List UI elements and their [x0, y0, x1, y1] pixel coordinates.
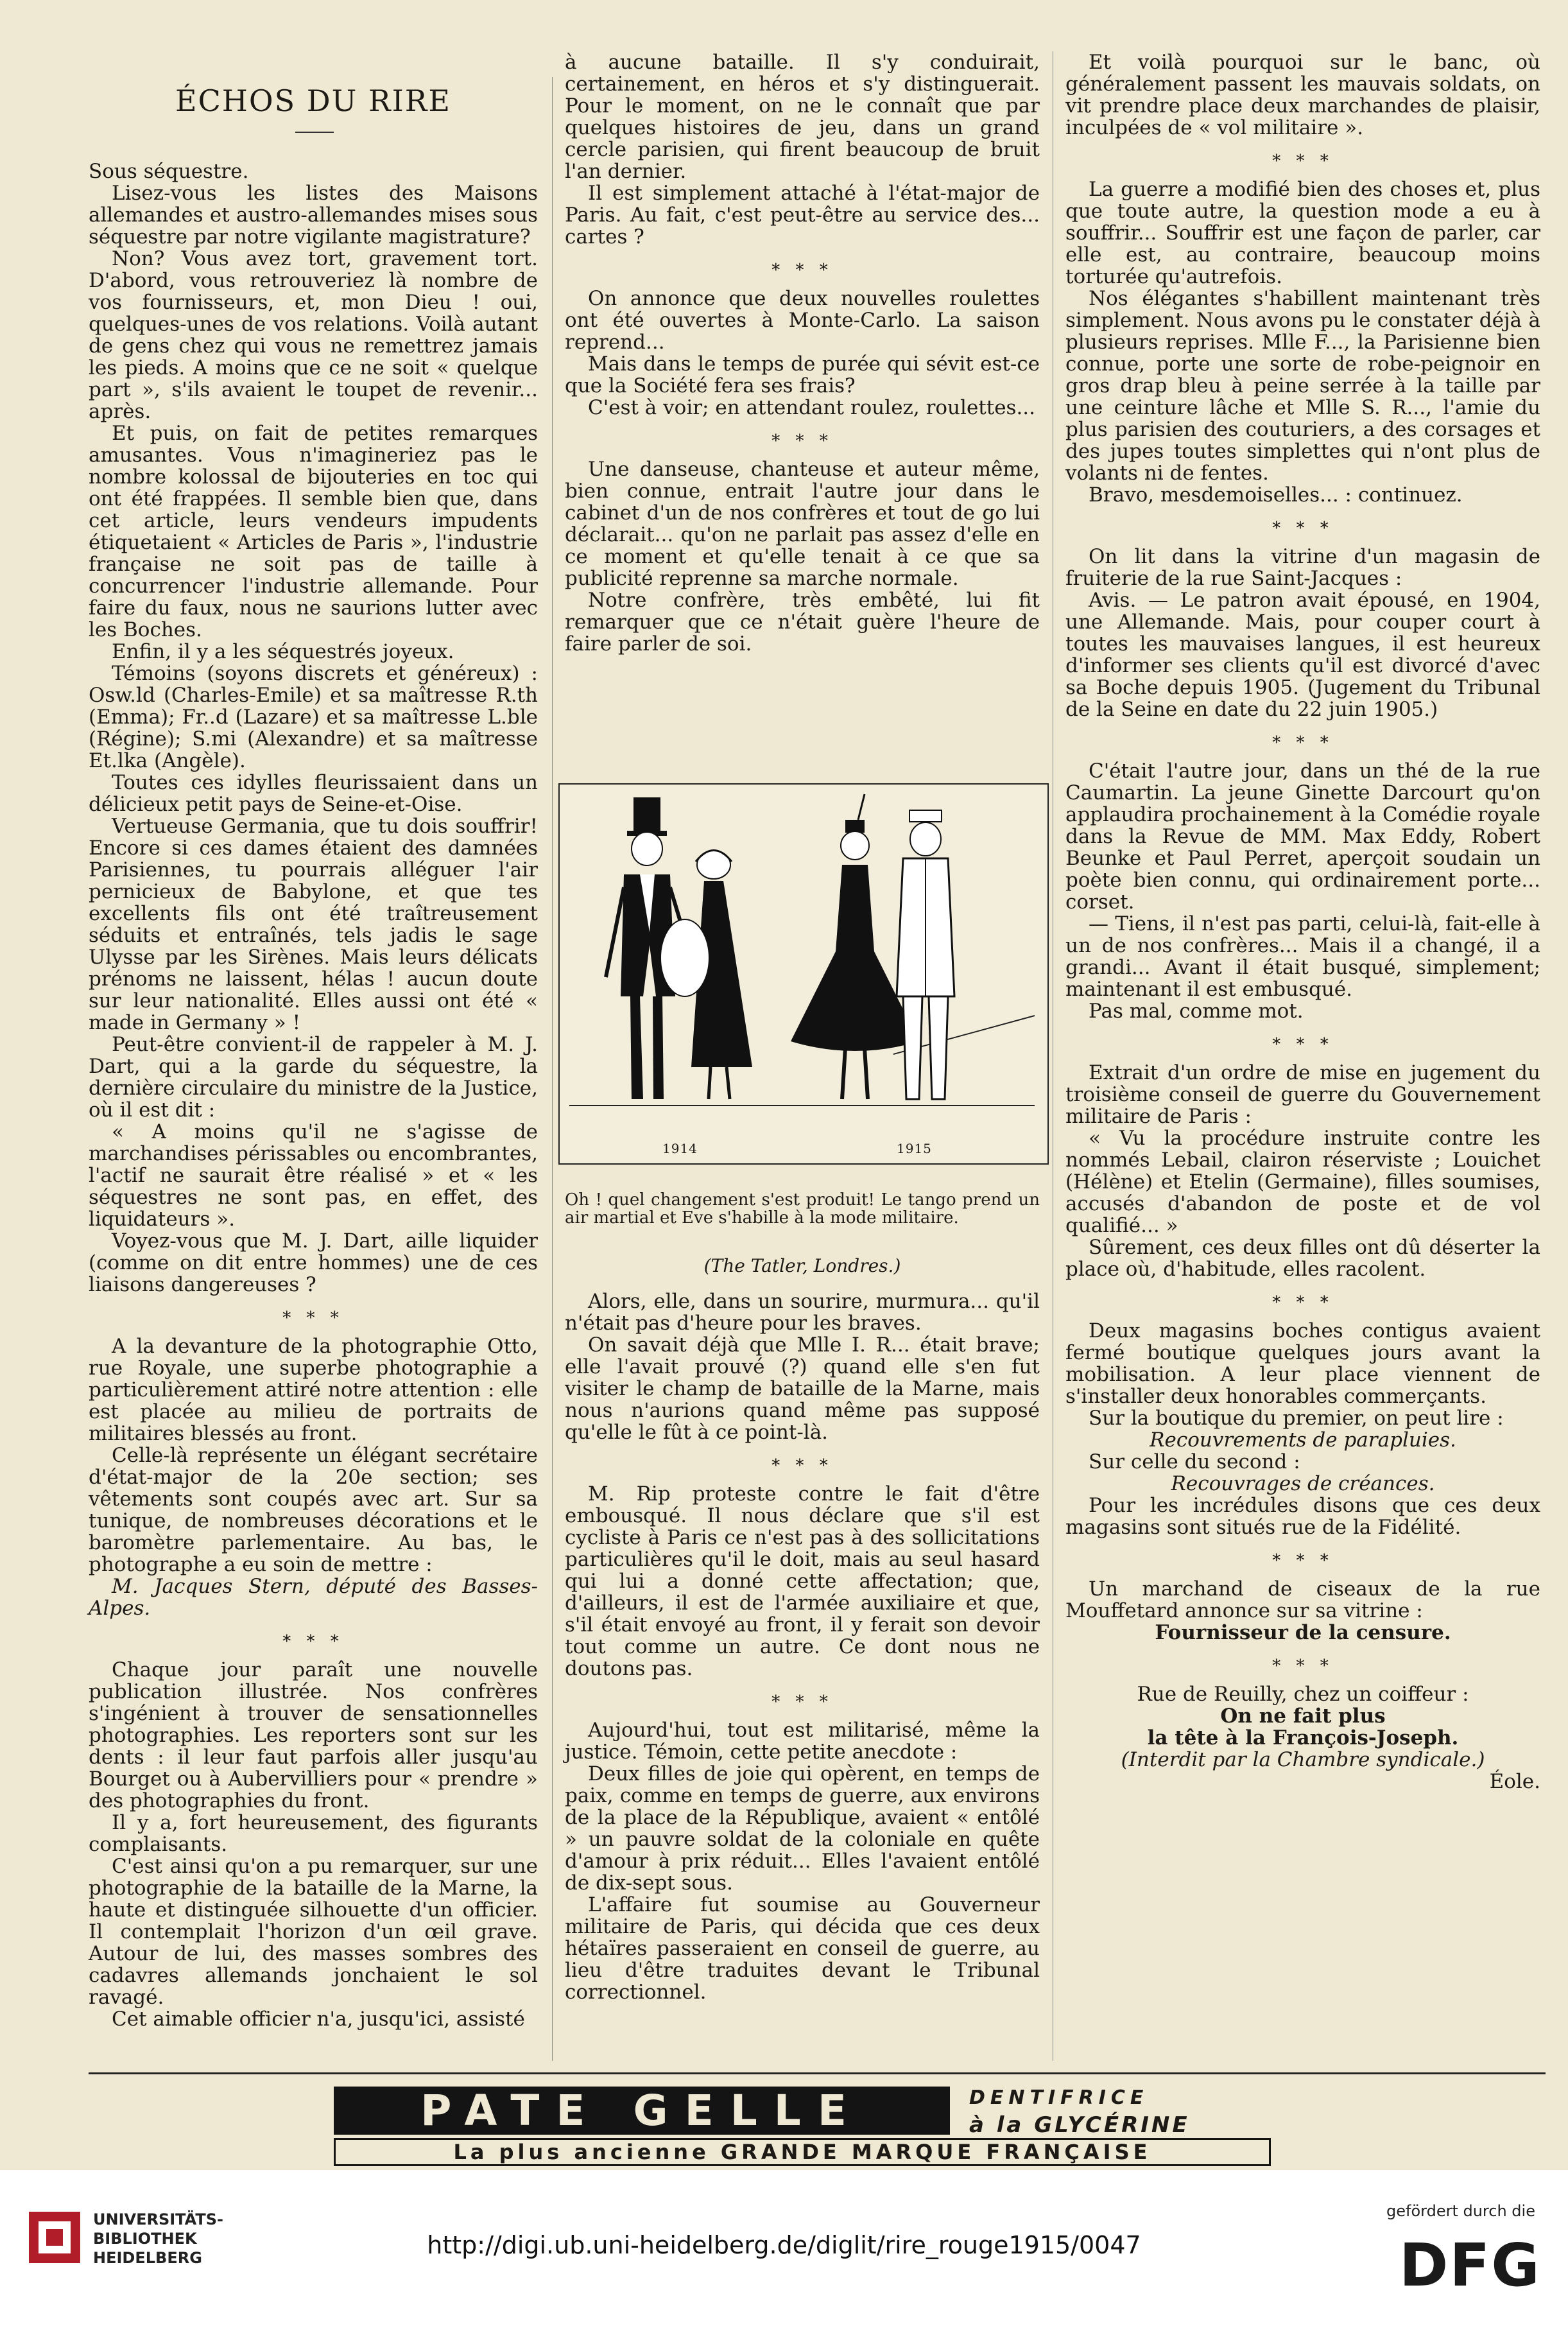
- column-1: [89, 161, 538, 2030]
- paragraph: Il est simplement attaché à l'état-major de Paris. Au fait, c'est peut-être au service des... cartes ?: [565, 182, 1040, 248]
- paragraph: Il y a, fort heureusement, des figurants complaisants.: [89, 1811, 538, 1856]
- title-ornament: [295, 132, 334, 133]
- paragraph: Sous séquestre.: [89, 160, 249, 183]
- year-label-right: 1915: [897, 1141, 932, 1156]
- paragraph: Alors, elle, dans un sourire, murmura... qu'il n'était pas d'heure pour les braves.: [565, 1290, 1040, 1335]
- section-separator-stars: * * *: [1272, 1293, 1334, 1312]
- paragraph: Vertueuse Germania, que tu dois souffrir! Encore si ces dames étaient des damnées Parisiennes, tu pourrais alléguer l'air pernicieux de Babylone, et que tes excellents fils ont été traîtreusement séduits et entraînés, tels jadis le sage Ulysse par les Sirènes. Mais leurs délicats prénoms ne laissent, hélas ! aucun doute sur leur nationalité. Elles aussi ont été « made in Germany » !: [89, 815, 538, 1034]
- paragraph: Enfin, il y a les séquestrés joyeux.: [112, 640, 454, 663]
- paragraph: Celle-là représente un élégant secrétaire d'état-major de la 20e section; ses vêtements sont coupés avec art. Sur sa tunique, de nombreuses décorations et le baromètre parlementaire. Au bas, le photographe a eu soin de mettre :: [89, 1444, 538, 1576]
- paragraph: On ne fait plus: [1220, 1705, 1386, 1728]
- paragraph: Un marchand de ciseaux de la rue Mouffetard annonce sur sa vitrine :: [1065, 1577, 1540, 1622]
- funding-label: gefördert durch die: [1386, 2202, 1535, 2220]
- section-separator-stars: * * *: [1272, 152, 1334, 171]
- paragraph: Voyez-vous que M. J. Dart, aille liquider (comme on dit entre hommes) une de ces liaisons dangereuses ?: [89, 1229, 538, 1296]
- paragraph: — Tiens, il n'est pas parti, celui-là, fait-elle à un de nos confrères... Mais il a changé, il a grandi... Avant il était busqué, simplement; maintenant il est embusqué.: [1065, 912, 1540, 1001]
- ad-product-detail: à la GLYCÉRINE: [969, 2112, 1190, 2138]
- section-separator-stars: * * *: [1272, 1656, 1334, 1676]
- section-separator-stars: * * *: [1272, 1035, 1334, 1054]
- paragraph: Extrait d'un ordre de mise en jugement du troisième conseil de guerre du Gouvernement militaire de Paris :: [1065, 1061, 1540, 1128]
- paragraph: Deux magasins boches contigus avaient fermé boutique quelques jours avant la mobilisation. A leur place viennent de s'installer deux honorables commerçants.: [1065, 1319, 1540, 1408]
- section-separator-stars: * * *: [771, 431, 833, 451]
- paragraph: Sur la boutique du premier, on peut lire :: [1089, 1407, 1504, 1430]
- section-separator-stars: * * *: [282, 1308, 344, 1328]
- ad-product: DENTIFRICE: [969, 2087, 1149, 2109]
- section-separator-stars: * * *: [1272, 519, 1334, 538]
- paragraph: Toutes ces idylles fleurissaient dans un délicieux petit pays de Seine-et-Oise.: [89, 771, 538, 816]
- paragraph: Aujourd'hui, tout est militarisé, même la justice. Témoin, cette petite anecdote :: [565, 1719, 1040, 1764]
- illustration-source: (The Tatler, Londres.): [703, 1255, 901, 1276]
- paragraph: Avis. — Le patron avait épousé, en 1904, une Allemande. Mais, pour couper court à toutes les mauvaises langues, il est heureux d'informer ses clients qu'il est divorcé d'avec sa Boche depuis 1905. (Jugement du Tribunal de la Seine en date du 22 juin 1905.): [1065, 589, 1540, 721]
- paragraph: On annonce que deux nouvelles roulettes ont été ouvertes à Monte-Carlo. La saison reprend...: [565, 287, 1040, 354]
- column-2-bottom: [565, 1290, 1040, 2003]
- column-2-top: [565, 51, 1040, 655]
- paragraph: Non? Vous avez tort, gravement tort. D'abord, vous retrouveriez là nombre de vos fournisseurs, et, mon Dieu ! oui, quelques-unes de vos relations. Voilà autant de gens chez qui vous ne remettrez jamais les pieds. A moins que ce ne soit « quelque part », s'ils avaient le toupet de revenir... après.: [89, 247, 538, 423]
- paragraph: Sûrement, ces deux filles ont dû déserter la place où, d'habitude, elles racolent.: [1065, 1236, 1540, 1281]
- paragraph: C'est à voir; en attendant roulez, roulettes...: [588, 396, 1036, 419]
- paragraph: Nos élégantes s'habillent maintenant très simplement. Nous avons pu le constater déjà à plusieurs reprises. Mlle F..., la Parisienne bien connue, porte une sorte de robe-peignoir en gros drap bleu à peine serrée à la taille par une ceinture lâche et Mlle S. R..., l'amie du plus parisien des couturiers, a des corsages et des jupes toutes simplettes qui n'ont plus de volants ni de fentes.: [1065, 287, 1540, 485]
- paragraph: Témoins (soyons discrets et généreux) : Osw.ld (Charles-Emile) et sa maîtresse R.th (Emma); Fr..d (Lazare) et sa maîtresse L.ble (Régine); S.mi (Alexandre) et sa maîtresse Et.lka (Angèle).: [89, 662, 538, 772]
- figure-1915-soldier: [897, 810, 954, 1099]
- paragraph: « Vu la procédure instruite contre les nommés Lebail, clairon réserviste ; Louichet (Hélène) et Etelin (Germaine), filles soumises, accusés d'abandon de poste et de vol qualifié... »: [1065, 1127, 1540, 1237]
- paragraph: Une danseuse, chanteuse et auteur même, bien connue, entrait l'autre jour dans le cabinet d'un de nos confrères et tout de go lui déclarait... qu'on ne parlait pas assez d'elle en ce moment et qu'elle tenait à ce que sa publicité reprenne sa marche normale.: [565, 458, 1040, 590]
- column-divider: [552, 77, 553, 2061]
- paragraph: Cet aimable officier n'a, jusqu'ici, assisté: [112, 2008, 525, 2031]
- figure-1914-woman: [660, 851, 752, 1100]
- paragraph: « A moins qu'il ne s'agisse de marchandises périssables ou encombrantes, l'actif ne saurait être réalisé » et « les séquestres ne sont pas, en effet, des liquidateurs ».: [89, 1120, 538, 1231]
- dfg-logo: DFG: [1399, 2231, 1541, 2300]
- advertisement: [334, 2087, 1284, 2167]
- cartoon-drawing: [560, 785, 1045, 1161]
- ad-brand: PATE GELLE: [334, 2087, 950, 2135]
- year-label-left: 1914: [662, 1141, 698, 1156]
- paragraph: Pour les incrédules disons que ces deux magasins sont situés rue de la Fidélité.: [1065, 1494, 1540, 1539]
- paragraph: Et puis, on fait de petites remarques amusantes. Vous n'imagineriez pas le nombre kolossal de bijouteries en toc qui ont été frappées. Il semble bien que, dans cet article, leurs vendeurs impudents étiquetaient « Articles de Paris », l'industrie française ne soit pas de taille à concurrencer l'industrie allemande. Pour faire du faux, nous ne saurions lutter avec les Boches.: [89, 422, 538, 641]
- paragraph: à aucune bataille. Il s'y conduirait, certainement, en héros et s'y distinguerait. Pour le moment, on ne le connaît que par quelques histoires de jeu, dans un grand cercle parisien, qui firent beaucoup de bruit l'an dernier.: [565, 51, 1040, 183]
- illustration-caption: Oh ! quel changement s'est produit! Le tango prend un air martial et Eve s'habille à la mode militaire.: [565, 1190, 1040, 1228]
- paragraph: Pas mal, comme mot.: [1089, 1000, 1304, 1023]
- paragraph: Mais dans le temps de purée qui sévit est-ce que la Société fera ses frais?: [565, 352, 1040, 397]
- section-separator-stars: * * *: [1272, 733, 1334, 752]
- paragraph: L'affaire fut soumise au Gouverneur militaire de Paris, qui décida que ces deux hétaïres passeraient en conseil de guerre, au lieu d'être traduites devant le Tribunal correctionnel.: [565, 1893, 1040, 2004]
- paragraph: A la devanture de la photographie Otto, rue Royale, une superbe photographie a particulièrement attiré notre attention : elle est placée au milieu de portraits de militaires blessés au front.: [89, 1335, 538, 1445]
- paragraph: Éole.: [1489, 1770, 1540, 1793]
- section-title: ÉCHOS DU RIRE: [175, 83, 452, 118]
- institution-name: UNIVERSITÄTS- BIBLIOTHEK HEIDELBERG: [93, 2210, 224, 2267]
- paragraph: Recouvrages de créances.: [1171, 1472, 1435, 1495]
- paragraph: Bravo, mesdemoiselles... : continuez.: [1089, 483, 1463, 507]
- paragraph: Fournisseur de la censure.: [1155, 1621, 1451, 1644]
- paragraph: Chaque jour paraît une nouvelle publication illustrée. Nos confrères s'ingénient à trouver de sensationnelles photographies. Les reporters sont sur les dents : il leur faut parfois aller jusqu'au Bourget ou à Aubervilliers pour « prendre » des photographies du front.: [89, 1658, 538, 1812]
- paragraph: C'est ainsi qu'on a pu remarquer, sur une photographie de la bataille de la Marne, la haute et distinguée silhouette d'un officier. Il contemplait l'horizon d'un œil grave. Autour de lui, des masses sombres des cadavres allemands jonchaient le sol ravagé.: [89, 1855, 538, 2009]
- section-separator-stars: * * *: [282, 1632, 344, 1651]
- ad-slogan: La plus ancienne GRANDE MARQUE FRANÇAISE: [334, 2138, 1271, 2166]
- section-separator-stars: * * *: [771, 1692, 833, 1712]
- paragraph: M. Rip proteste contre le fait d'être embousqué. Il nous déclare que s'il est cycliste à Paris ce n'est pas à des sollicitations particulières qu'il le doit, mais au seul hasard qui lui a donné cette affectation; que, d'ailleurs, il est de l'armée auxiliaire et que, s'il était envoyé au front, il y ferait son devoir tout comme un autre. Ce dont nous ne doutons pas.: [565, 1482, 1040, 1680]
- paragraph: On savait déjà que Mlle I. R... était brave; elle l'avait prouvé (?) quand elle s'en fut visiter le champ de bataille de la Marne, mais nous n'aurions quand même pas supposé qu'elle le fût à ce point-là.: [565, 1333, 1040, 1444]
- column-3: [1065, 51, 1540, 1792]
- paragraph: Recouvrements de parapluies.: [1150, 1428, 1456, 1452]
- paragraph: (Interdit par la Chambre syndicale.): [1121, 1748, 1485, 1771]
- paragraph: la tête à la François-Joseph.: [1147, 1726, 1459, 1749]
- cartoon-illustration: [558, 783, 1049, 1165]
- paragraph: Lisez-vous les listes des Maisons allemandes et austro-allemandes mises sous séquestre par notre vigilante magistrature?: [89, 182, 538, 248]
- paragraph: On lit dans la vitrine d'un magasin de fruiterie de la rue Saint-Jacques :: [1065, 545, 1540, 590]
- section-separator-stars: * * *: [771, 1456, 833, 1475]
- digitization-footer: [0, 2170, 1568, 2326]
- paragraph: La guerre a modifié bien des choses et, plus que toute autre, la question mode a eu à souffrir... Souffrir est une façon de parler, car elle est, au contraire, beaucoup moins torturée qu'autrefois.: [1065, 178, 1540, 288]
- paragraph: Deux filles de joie qui opèrent, en temps de paix, comme en temps de guerre, aux environs de la place de la République, avaient « entôlé » un pauvre soldat de la coloniale en quête d'amour à prix réduit... Elles l'avaient entôlé de dix-sept sous.: [565, 1762, 1040, 1895]
- footer-rule: [89, 2072, 1546, 2074]
- section-separator-stars: * * *: [771, 261, 833, 280]
- paragraph: Peut-être convient-il de rappeler à M. J. Dart, qui a la garde du séquestre, la dernière circulaire du ministre de la Justice, où il est dit :: [89, 1033, 538, 1122]
- source-url-link[interactable]: http://digi.ub.uni-heidelberg.de/diglit/rire_rouge1915/0047: [427, 2231, 1141, 2259]
- paragraph: M. Jacques Stern, député des Basses-Alpes.: [89, 1575, 538, 1620]
- paragraph: Notre confrère, très embêté, lui fit remarquer que ce n'était guère l'heure de faire parler de soi.: [565, 589, 1040, 655]
- paragraph: Rue de Reuilly, chez un coiffeur :: [1137, 1683, 1469, 1706]
- paragraph: Sur celle du second :: [1089, 1450, 1300, 1473]
- paragraph: C'était l'autre jour, dans un thé de la rue Caumartin. La jeune Ginette Darcourt qu'on applaudira prochainement à la Comédie royale dans la Revue de MM. Max Eddy, Robert Beunke et Paul Perret, aperçoit soudain un poète bien connu, qui ordinairement porte... corset.: [1065, 759, 1540, 914]
- section-separator-stars: * * *: [1272, 1551, 1334, 1570]
- paragraph: Et voilà pourquoi sur le banc, où généralement passent les mauvais soldats, on vit prendre place deux marchandes de plaisir, inculpées de « vol militaire ».: [1065, 51, 1540, 139]
